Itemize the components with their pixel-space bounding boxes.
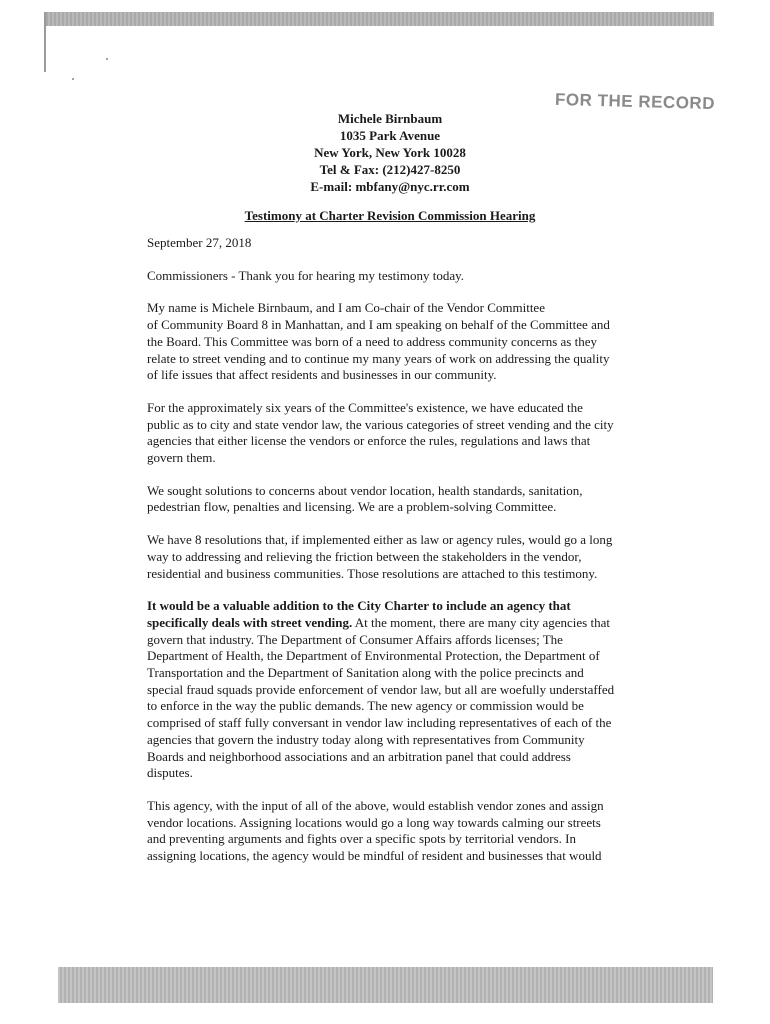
scan-speck xyxy=(106,58,108,60)
author-email: E-mail: mbfany@nyc.rr.com xyxy=(310,179,470,194)
text-line: Transportation and the Department of Sanitation along with the police precincts and xyxy=(147,665,584,681)
paragraph-introduction xyxy=(147,300,647,384)
text-line xyxy=(147,598,647,615)
scan-edge-bottom xyxy=(58,967,713,1003)
text-line: the Board. This Committee was born of a need to address community concerns as they xyxy=(147,333,597,349)
text-line: relate to street vending and to continue my many years of work on addressing the quality xyxy=(147,350,610,366)
paragraph-committee-history xyxy=(147,400,647,467)
scan-speck xyxy=(72,78,74,80)
paragraph-agency-proposal xyxy=(147,598,647,782)
text-line: Department of Health, the Department of Environmental Protection, the Department of xyxy=(147,648,600,664)
letter-header xyxy=(290,110,490,195)
emphasis-text: It would be a valuable addition to the City Charter to include an agency that xyxy=(147,598,571,614)
text-line: Boards and neighborhood associations and an arbitration panel that could address xyxy=(147,748,571,764)
author-phone: Tel & Fax: (212)427-8250 xyxy=(319,162,461,177)
author-street: 1035 Park Avenue xyxy=(339,128,441,143)
scan-edge-top xyxy=(44,12,714,26)
testimony-body xyxy=(147,235,647,881)
greeting: Commissioners - Thank you for hearing my testimony today. xyxy=(147,267,465,283)
text-line: special fraud squads provide enforcement of vendor law, but all are woefully understaffed xyxy=(147,681,615,697)
text-line: of life issues that affect residents and businesses in our community. xyxy=(147,367,497,383)
text-line: My name is Michele Birnbaum, and I am Co-chair of the Vendor Committee xyxy=(147,300,545,316)
text-line: residential and business communities. Those resolutions are attached to this testimony. xyxy=(147,565,598,581)
text-line: For the approximately six years of the Committee's existence, we have educated the xyxy=(147,399,583,415)
text-line: agencies that govern the industry today along with representatives from Community xyxy=(147,731,585,747)
author-city: New York, New York 10028 xyxy=(314,145,466,160)
text-line: govern them. xyxy=(147,450,216,466)
text-line: way to addressing and relieving the friction between the stakeholders in the vendor, xyxy=(147,548,582,564)
text-line: assigning locations, the agency would be mindful of resident and businesses that would xyxy=(147,848,602,864)
testimony-date: September 27, 2018 xyxy=(147,235,252,250)
text-line: disputes. xyxy=(147,765,193,781)
emphasis-text: specifically deals with street vending. xyxy=(147,614,353,630)
text-line: govern that industry. The Department of Consumer Affairs affords licenses; The xyxy=(147,631,563,647)
text-line: public as to city and state vendor law, the various categories of street vending and the city xyxy=(147,416,614,432)
paragraph-resolutions xyxy=(147,532,647,582)
text-line: vendor locations. Assigning locations would go a long way towards calming our streets xyxy=(147,814,601,830)
paragraph-solutions xyxy=(147,483,647,516)
author-name: Michele Birnbaum xyxy=(337,111,443,126)
text-line: specifically deals with street vending. At the moment, there are many city agencies that xyxy=(147,614,610,630)
text-line: agencies that either license the vendors or enforce the rules, regulations and laws that xyxy=(147,433,591,449)
text-line: pedestrian flow, penalties and licensing. We are a problem-solving Committee. xyxy=(147,499,557,515)
text-line: comprised of staff fully conversant in vendor law including representatives of each of the xyxy=(147,715,612,731)
text-line: to enforce in the way the public demands. The new agency or commission would be xyxy=(147,698,584,714)
text-line: of Community Board 8 in Manhattan, and I am speaking on behalf of the Committee and xyxy=(147,317,610,333)
text-line: We sought solutions to concerns about vendor location, health standards, sanitation, xyxy=(147,482,583,498)
scan-edge-left xyxy=(44,12,46,72)
text-line: We have 8 resolutions that, if implemented either as law or agency rules, would go a long xyxy=(147,532,613,548)
paragraph-vendor-zones xyxy=(147,798,647,865)
document-title: Testimony at Charter Revision Commission Hearing xyxy=(244,208,536,223)
for-the-record-stamp: FOR THE RECORD xyxy=(554,89,716,114)
text-line: This agency, with the input of all of the above, would establish vendor zones and assign xyxy=(147,797,604,813)
text-line: and preventing arguments and fights over a specific spots by territorial vendors. In xyxy=(147,831,577,847)
